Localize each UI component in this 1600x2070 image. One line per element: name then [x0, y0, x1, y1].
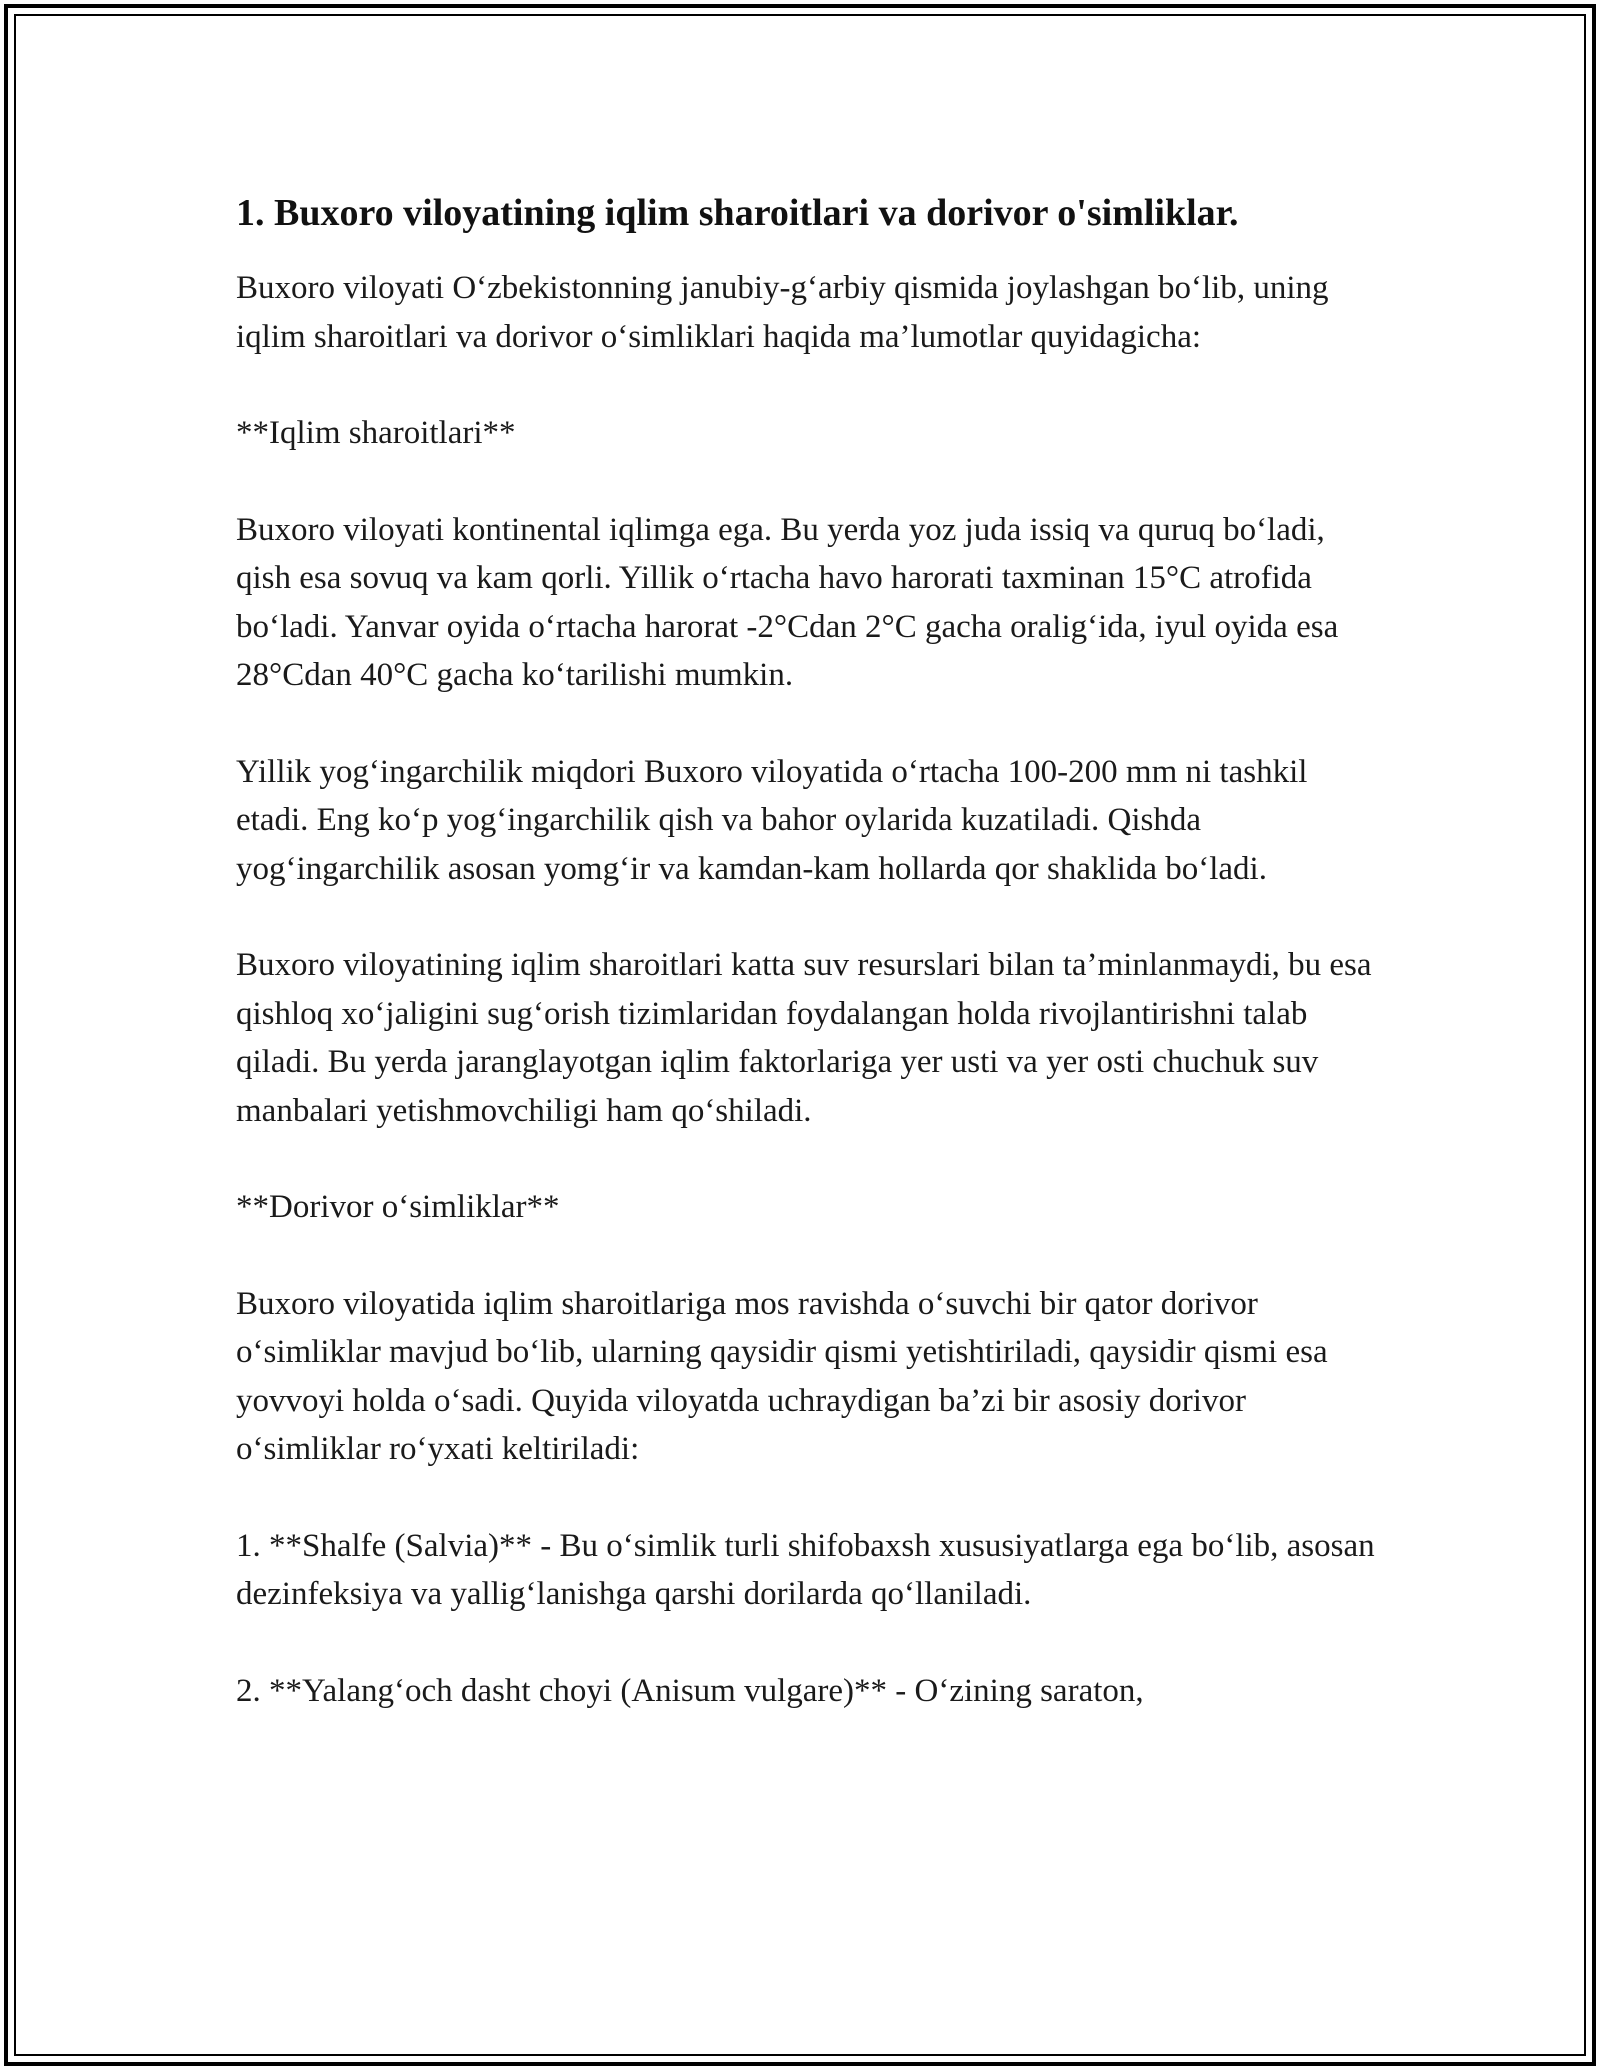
paragraph-intro: Buxoro viloyati O‘zbekistonning janubiy-g‘arbiy qismida joylashgan bo‘lib, uning iqlim sharoitlari va dorivor o‘simliklari haqida ma’lumotlar quyidagicha: [236, 270, 1329, 355]
paragraph-climate-water: Buxoro viloyatining iqlim sharoitlari katta suv resurslari bilan ta’minlanmaydi, bu esa qishloq xo‘jaligini sug‘orish tizimlaridan foydalangan holda rivojlantirishni talab qiladi. Bu yerda jaranglayotgan iqlim faktorlariga yer usti va yer osti chuchuk suv manbalari yetishmovchiligi ham qo‘shiladi. [236, 947, 1372, 1129]
document-body [236, 188, 1376, 1763]
paragraph-climate-precipitation: Yillik yog‘ingarchilik miqdori Buxoro viloyatida o‘rtacha 100-200 mm ni tashkil etadi. Eng ko‘p yog‘ingarchilik qish va bahor oylarida kuzatiladi. Qishda yog‘ingarchilik asosan yomg‘ir va kamdan-kam hollarda qor shaklida bo‘ladi. [236, 753, 1308, 887]
section-heading-climate: **Iqlim sharoitlari** [236, 415, 516, 451]
document-title: 1. Buxoro viloyatining iqlim sharoitlari va dorivor o'simliklar. [236, 192, 1239, 234]
list-item-anisum: 2. **Yalang‘och dasht choyi (Anisum vulgare)** - O‘zining saraton, [236, 1672, 1144, 1709]
paragraph-plants-intro: Buxoro viloyatida iqlim sharoitlariga mos ravishda o‘suvchi bir qator dorivor o‘simliklar mavjud bo‘lib, ularning qaysidir qismi yetishtiriladi, qaysidir qismi esa yovvoyi holda o‘sadi. Quyida viloyatda uchraydigan ba’zi bir asosiy dorivor o‘simliklar ro‘yxati keltiriladi: [236, 1285, 1328, 1467]
list-item-salvia: 1. **Shalfe (Salvia)** - Bu o‘simlik turli shifobaxsh xususiyatlarga ega bo‘lib, asosan dezinfeksiya va yallig‘lanishga qarshi dorilarda qo‘llaniladi. [236, 1527, 1375, 1612]
paragraph-climate-temperature: Buxoro viloyati kontinental iqlimga ega. Bu yerda yoz juda issiq va quruq bo‘ladi, qish esa sovuq va kam qorli. Yillik o‘rtacha havo harorati taxminan 15°C atrofida bo‘ladi. Yanvar oyida o‘rtacha harorat -2°Cdan 2°C gacha oralig‘ida, iyul oyida esa 28°Cdan 40°C gacha ko‘tarilishi mumkin. [236, 511, 1339, 693]
section-heading-plants: **Dorivor o‘simliklar** [236, 1189, 560, 1225]
